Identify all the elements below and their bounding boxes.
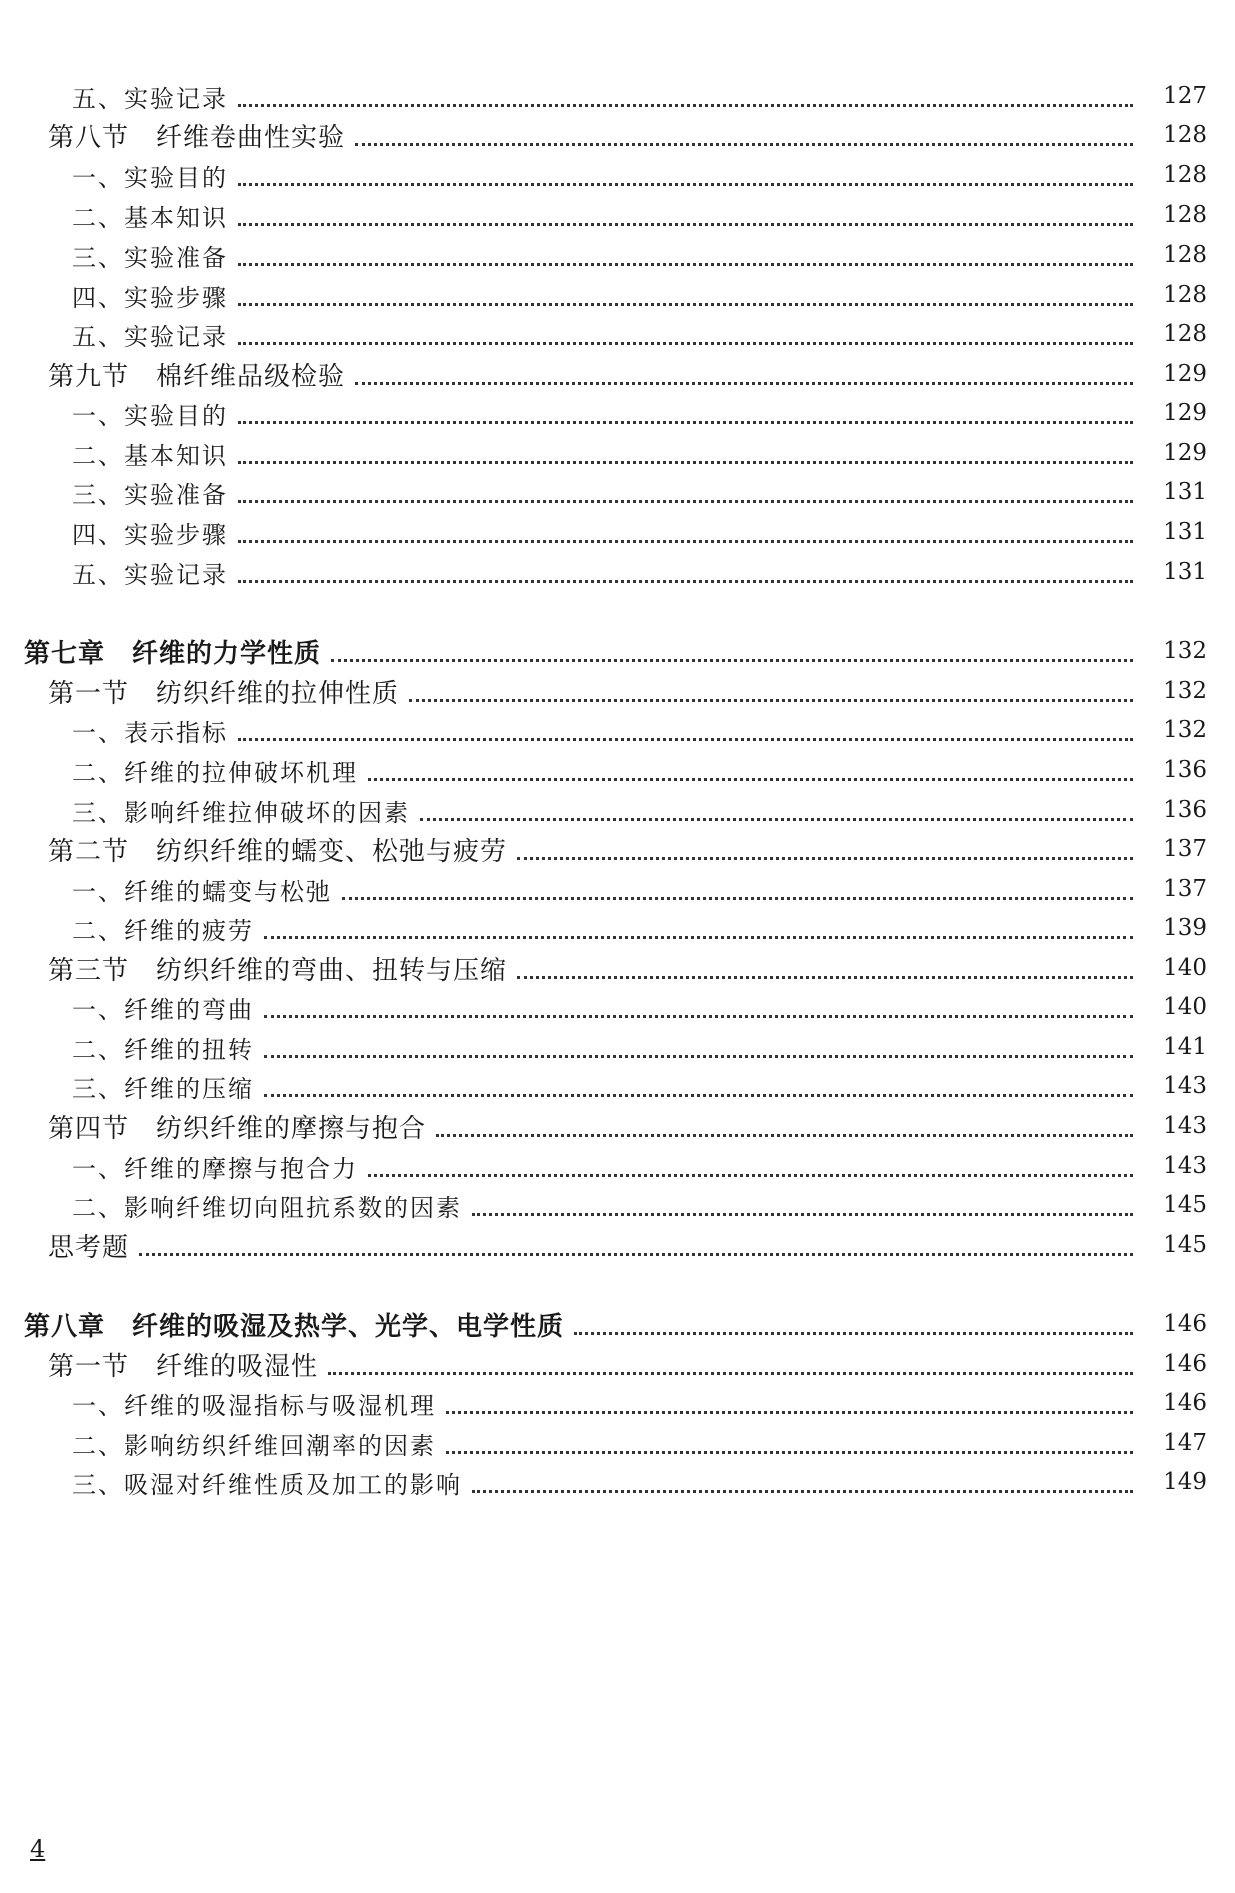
toc-entry-chapter xyxy=(0,1304,1235,1344)
toc-entry-title: 一、纤维的吸湿指标与吸湿机理 xyxy=(72,1391,436,1420)
toc-entry-section xyxy=(0,354,1235,394)
toc-entry-page: 143 xyxy=(1163,1073,1207,1099)
toc-entry-title: 二、基本知识 xyxy=(72,441,228,470)
dot-leader xyxy=(342,877,1133,900)
toc-entry-item xyxy=(0,710,1235,750)
dot-leader xyxy=(517,956,1133,979)
toc-entry-title: 五、实验记录 xyxy=(72,560,228,589)
toc-entry-title: 一、纤维的摩擦与抱合力 xyxy=(72,1154,358,1183)
toc-entry-page: 132 xyxy=(1163,678,1207,704)
toc-entry-page: 146 xyxy=(1163,1390,1207,1416)
toc-entry-item xyxy=(0,987,1235,1027)
toc-entry-title: 四、实验步骤 xyxy=(72,520,228,549)
dot-leader xyxy=(368,758,1133,781)
toc-entry-page: 140 xyxy=(1163,994,1207,1020)
toc-entry-item xyxy=(0,1383,1235,1423)
dot-leader xyxy=(409,679,1133,702)
dot-leader xyxy=(238,718,1133,741)
dot-leader xyxy=(264,995,1133,1018)
dot-leader xyxy=(238,283,1133,306)
toc-entry-page: 145 xyxy=(1163,1192,1207,1218)
toc-entry-item xyxy=(0,433,1235,473)
toc-entry-page: 137 xyxy=(1163,876,1207,902)
toc-entry-title: 三、实验准备 xyxy=(72,243,228,272)
toc-entry-item xyxy=(0,275,1235,315)
toc-entry-item xyxy=(0,472,1235,512)
toc-entry-section xyxy=(0,1106,1235,1146)
dot-leader xyxy=(368,1154,1133,1177)
toc-entry-item xyxy=(0,1423,1235,1463)
toc-entry-item xyxy=(0,869,1235,909)
dot-leader xyxy=(436,1114,1133,1137)
toc-entry-section xyxy=(0,1225,1235,1265)
toc-entry-item xyxy=(0,76,1235,116)
toc-entry-item xyxy=(0,1146,1235,1186)
toc-entry-item xyxy=(0,235,1235,275)
toc-entry-title: 第四节 纺织纤维的摩擦与抱合 xyxy=(48,1113,427,1144)
toc-entry-title: 第八章 纤维的吸湿及热学、光学、电学性质 xyxy=(24,1311,565,1342)
toc-entry-page: 128 xyxy=(1163,321,1207,347)
toc-entry-section xyxy=(0,829,1235,869)
toc-entry-item xyxy=(0,1185,1235,1225)
toc-entry-page: 129 xyxy=(1163,440,1207,466)
toc-entry-title: 三、纤维的压缩 xyxy=(72,1074,254,1103)
dot-leader xyxy=(472,1193,1133,1216)
dot-leader xyxy=(238,322,1133,345)
toc-entry-page: 128 xyxy=(1163,122,1207,148)
dot-leader xyxy=(238,243,1133,266)
toc-entry-title: 二、影响纺织纤维回潮率的因素 xyxy=(72,1431,436,1460)
toc-entry-title: 二、纤维的疲劳 xyxy=(72,916,254,945)
toc-entry-title: 二、影响纤维切向阻抗系数的因素 xyxy=(72,1193,462,1222)
toc-entry-title: 思考题 xyxy=(48,1232,130,1263)
toc-entry-title: 第一节 纺织纤维的拉伸性质 xyxy=(48,678,400,709)
toc-entry-title: 第九节 棉纤维品级检验 xyxy=(48,361,346,392)
toc-entry-page: 137 xyxy=(1163,836,1207,862)
toc-entry-item xyxy=(0,1066,1235,1106)
toc-entry-page: 149 xyxy=(1163,1469,1207,1495)
toc-entry-page: 131 xyxy=(1163,559,1207,585)
toc-entry-title: 三、影响纤维拉伸破坏的因素 xyxy=(72,798,410,827)
dot-leader xyxy=(238,520,1133,543)
toc-entry-section xyxy=(0,948,1235,988)
dot-leader xyxy=(264,1074,1133,1097)
toc-entry-page: 127 xyxy=(1163,83,1207,109)
toc-entry-item xyxy=(0,750,1235,790)
toc-entry-title: 五、实验记录 xyxy=(72,84,228,113)
toc-entry-page: 146 xyxy=(1163,1351,1207,1377)
toc-entry-item xyxy=(0,155,1235,195)
dot-leader xyxy=(355,123,1133,146)
dot-leader xyxy=(574,1312,1133,1335)
toc-entry-item xyxy=(0,790,1235,830)
toc-entry-chapter xyxy=(0,631,1235,671)
toc-entry-item xyxy=(0,1462,1235,1502)
toc-entry-title: 三、吸湿对纤维性质及加工的影响 xyxy=(72,1470,462,1499)
toc-entry-page: 147 xyxy=(1163,1430,1207,1456)
toc-entry-title: 三、实验准备 xyxy=(72,480,228,509)
dot-leader xyxy=(446,1431,1133,1454)
dot-leader xyxy=(264,1035,1133,1058)
toc-entry-title: 一、实验目的 xyxy=(72,401,228,430)
dot-leader xyxy=(238,163,1133,186)
toc-entry-title: 第二节 纺织纤维的蠕变、松弛与疲劳 xyxy=(48,836,508,867)
toc-entry-title: 一、纤维的蠕变与松弛 xyxy=(72,877,332,906)
toc-entry-page: 139 xyxy=(1163,915,1207,941)
toc-entry-page: 136 xyxy=(1163,797,1207,823)
toc-entry-page: 128 xyxy=(1163,202,1207,228)
toc-entry-page: 131 xyxy=(1163,519,1207,545)
toc-entry-page: 131 xyxy=(1163,479,1207,505)
toc-entry-item xyxy=(0,393,1235,433)
page-number: 4 xyxy=(30,1835,46,1863)
toc-entry-section xyxy=(0,1344,1235,1384)
toc-entry-title: 二、纤维的拉伸破坏机理 xyxy=(72,758,358,787)
toc-entry-title: 第七章 纤维的力学性质 xyxy=(24,638,322,669)
dot-leader xyxy=(238,84,1133,107)
toc-entry-page: 145 xyxy=(1163,1232,1207,1258)
toc-entry-page: 128 xyxy=(1163,282,1207,308)
toc-entry-title: 二、纤维的扭转 xyxy=(72,1035,254,1064)
toc-entry-item xyxy=(0,908,1235,948)
toc-entry-page: 132 xyxy=(1163,638,1207,664)
toc-entry-item xyxy=(0,512,1235,552)
toc-entry-title: 一、纤维的弯曲 xyxy=(72,995,254,1024)
dot-leader xyxy=(355,362,1133,385)
dot-leader xyxy=(517,837,1133,860)
dot-leader xyxy=(420,798,1133,821)
toc-entry-title: 一、表示指标 xyxy=(72,718,228,747)
toc-entry-item xyxy=(0,1027,1235,1067)
toc-entry-page: 140 xyxy=(1163,955,1207,981)
dot-leader xyxy=(139,1233,1133,1256)
toc-entry-page: 129 xyxy=(1163,400,1207,426)
dot-leader xyxy=(472,1470,1133,1493)
toc-entry-title: 第三节 纺织纤维的弯曲、扭转与压缩 xyxy=(48,955,508,986)
toc-entry-title: 二、基本知识 xyxy=(72,203,228,232)
toc-entry-title: 第八节 纤维卷曲性实验 xyxy=(48,122,346,153)
toc-entry-title: 第一节 纤维的吸湿性 xyxy=(48,1351,319,1382)
toc-entry-page: 143 xyxy=(1163,1153,1207,1179)
dot-leader xyxy=(446,1391,1133,1414)
dot-leader xyxy=(238,480,1133,503)
dot-leader xyxy=(331,639,1133,662)
toc-entry-title: 五、实验记录 xyxy=(72,322,228,351)
toc-entry-page: 143 xyxy=(1163,1113,1207,1139)
toc-entry-page: 128 xyxy=(1163,162,1207,188)
dot-leader xyxy=(328,1352,1133,1375)
dot-leader xyxy=(264,916,1133,939)
toc-entry-page: 146 xyxy=(1163,1311,1207,1337)
dot-leader xyxy=(238,560,1133,583)
toc-entry-title: 一、实验目的 xyxy=(72,163,228,192)
toc-entry-section xyxy=(0,671,1235,711)
toc-entry-page: 128 xyxy=(1163,242,1207,268)
toc-entry-page: 136 xyxy=(1163,757,1207,783)
toc-entry-page: 129 xyxy=(1163,361,1207,387)
dot-leader xyxy=(238,203,1133,226)
toc-entry-item xyxy=(0,314,1235,354)
toc-entry-item xyxy=(0,195,1235,235)
toc-entry-page: 141 xyxy=(1163,1034,1207,1060)
dot-leader xyxy=(238,401,1133,424)
toc-entry-item xyxy=(0,552,1235,592)
dot-leader xyxy=(238,441,1133,464)
toc-entry-title: 四、实验步骤 xyxy=(72,283,228,312)
toc-entry-page: 132 xyxy=(1163,717,1207,743)
toc-entry-section xyxy=(0,115,1235,155)
